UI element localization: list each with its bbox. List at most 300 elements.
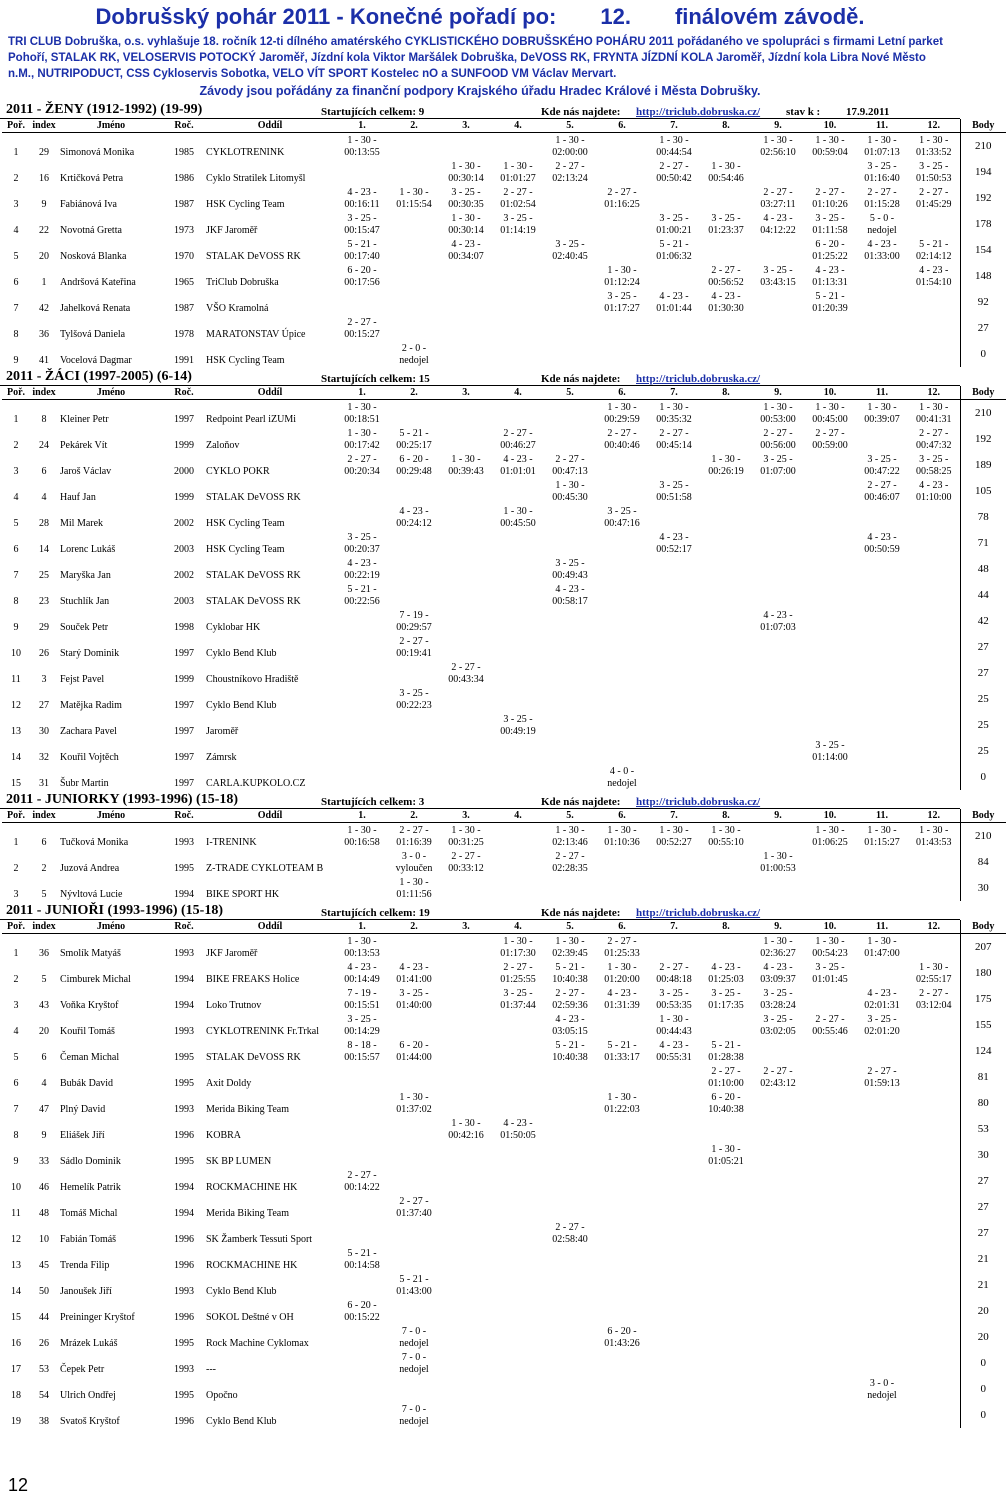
race-cell	[700, 1012, 752, 1038]
race-result: 1 - 30 -	[867, 135, 897, 146]
race-cell	[908, 608, 960, 634]
race-result: 01:20:39	[812, 303, 848, 314]
race-cell	[752, 452, 804, 478]
year-cell: 1997	[174, 648, 194, 659]
name-cell: Fabián Tomáš	[60, 1234, 117, 1245]
race-result: 4 - 23 -	[503, 1118, 533, 1129]
results-table	[2, 920, 1006, 1428]
race-result: 03:27:11	[760, 199, 796, 210]
race-cell	[648, 875, 700, 901]
race-cell	[596, 1350, 648, 1376]
race-result: 1 - 30 -	[607, 402, 637, 413]
race-result: 10:40:38	[552, 1052, 588, 1063]
race-cell	[700, 504, 752, 530]
race-cell	[700, 608, 752, 634]
race-cell	[388, 237, 440, 263]
race-result: 03:43:15	[760, 277, 796, 288]
race-result: 00:39:07	[864, 414, 900, 425]
race-result: 5 - 21 -	[607, 1040, 637, 1051]
race-result: 00:54:46	[708, 173, 744, 184]
race-result: 00:56:52	[708, 277, 744, 288]
race-cell	[700, 1402, 752, 1428]
race-result: 2 - 27 -	[555, 851, 585, 862]
race-cell	[388, 686, 440, 712]
race-cell	[648, 1168, 700, 1194]
race-cell	[752, 582, 804, 608]
column-header: Body	[960, 119, 1006, 133]
race-cell	[544, 1324, 596, 1350]
points-cell: 0	[960, 1350, 1006, 1376]
race-cell	[440, 1038, 492, 1064]
table-row	[2, 1324, 1006, 1350]
race-result: 00:30:35	[448, 199, 484, 210]
rank-cell: 8	[13, 596, 19, 607]
race-result: 01:37:40	[396, 1208, 432, 1219]
race-result: 2 - 27 -	[555, 988, 585, 999]
column-header: 8.	[700, 386, 752, 400]
column-header: 2.	[388, 920, 440, 934]
column-header: 3.	[440, 119, 492, 133]
race-cell	[856, 504, 908, 530]
race-cell	[544, 211, 596, 237]
race-result: 02:55:17	[915, 974, 952, 985]
race-cell	[492, 660, 544, 686]
race-cell	[596, 764, 648, 790]
race-cell	[752, 237, 804, 263]
race-cell	[492, 1194, 544, 1220]
club-cell: Merida Biking Team	[206, 1104, 289, 1115]
race-cell	[908, 556, 960, 582]
race-result: 03:28:24	[760, 1000, 796, 1011]
race-result: 00:49:43	[552, 570, 588, 581]
name-cell: Eliášek Jiří	[60, 1130, 105, 1141]
race-result: 1 - 30 -	[399, 187, 429, 198]
race-cell	[492, 875, 544, 901]
race-result: 00:45:00	[812, 414, 848, 425]
title-final: finálovém závodě.	[674, 4, 865, 29]
year-cell: 1994	[174, 1182, 194, 1193]
section-url-link[interactable]: http://triclub.dobruska.cz/	[636, 106, 761, 118]
name-cell: Zachara Pavel	[60, 726, 117, 737]
points-cell: 180	[960, 960, 1006, 986]
race-result: 00:15:57	[344, 1052, 380, 1063]
race-result: 01:11:56	[396, 889, 432, 900]
race-result: 00:47:22	[864, 466, 900, 477]
race-cell	[596, 1168, 648, 1194]
column-header: 6.	[596, 809, 648, 823]
race-cell	[908, 1064, 960, 1090]
points-cell: 27	[960, 1194, 1006, 1220]
race-result: 4 - 23 -	[763, 213, 793, 224]
table-row	[2, 960, 1006, 986]
race-cell	[544, 133, 596, 160]
race-cell	[596, 712, 648, 738]
race-cell	[492, 1168, 544, 1194]
race-result: 3 - 25 -	[659, 480, 689, 491]
race-result: 3 - 25 -	[815, 740, 845, 751]
race-cell	[440, 237, 492, 263]
race-cell	[908, 133, 960, 160]
race-cell	[856, 133, 908, 160]
race-cell	[388, 1272, 440, 1298]
column-header: 1.	[336, 920, 388, 934]
race-cell	[544, 1402, 596, 1428]
race-cell	[804, 556, 856, 582]
column-header: 9.	[752, 809, 804, 823]
race-result: 1 - 30 -	[711, 161, 741, 172]
race-result: 4 - 23 -	[711, 291, 741, 302]
section-url-link[interactable]: http://triclub.dobruska.cz/	[636, 796, 761, 808]
race-result: 1 - 30 -	[763, 936, 793, 947]
year-cell: 1993	[174, 1104, 194, 1115]
race-result: 00:14:49	[344, 974, 380, 985]
race-result: 00:52:27	[656, 837, 692, 848]
race-cell	[804, 263, 856, 289]
race-cell	[388, 341, 440, 367]
race-result: 5 - 21 -	[711, 1040, 741, 1051]
index-cell: 36	[39, 329, 49, 340]
section-url-link[interactable]: http://triclub.dobruska.cz/	[636, 907, 761, 919]
race-cell	[908, 504, 960, 530]
race-result: 3 - 25 -	[867, 1014, 897, 1025]
race-cell	[492, 426, 544, 452]
race-result: 2 - 27 -	[815, 187, 845, 198]
race-result: 4 - 23 -	[347, 558, 377, 569]
race-result: 1 - 30 -	[347, 936, 377, 947]
table-row	[2, 237, 1006, 263]
race-cell	[544, 1220, 596, 1246]
race-result: 02:58:40	[552, 1234, 588, 1245]
race-cell	[596, 504, 648, 530]
race-cell	[596, 986, 648, 1012]
race-result: 00:59:04	[812, 147, 848, 158]
race-cell	[648, 634, 700, 660]
race-result: 3 - 25 -	[555, 239, 585, 250]
race-cell	[856, 1272, 908, 1298]
race-result: 6 - 20 -	[815, 239, 845, 250]
race-cell	[804, 426, 856, 452]
table-row	[2, 1194, 1006, 1220]
race-cell	[492, 556, 544, 582]
index-cell: 28	[39, 518, 49, 529]
club-cell: Cyklo Bend Klub	[206, 1286, 277, 1297]
race-cell	[388, 660, 440, 686]
race-cell	[388, 426, 440, 452]
race-result: 02:39:45	[552, 948, 588, 959]
race-result: 02:59:36	[552, 1000, 588, 1011]
club-cell: STALAK DeVOSS RK	[206, 570, 301, 581]
race-cell	[544, 764, 596, 790]
name-cell: Matějka Radim	[60, 700, 122, 711]
race-cell	[752, 133, 804, 160]
year-cell: 1999	[174, 492, 194, 503]
race-cell	[856, 341, 908, 367]
race-cell	[544, 1064, 596, 1090]
race-cell	[440, 530, 492, 556]
race-result: 2 - 27 -	[867, 187, 897, 198]
race-cell	[856, 1116, 908, 1142]
race-cell	[856, 185, 908, 211]
race-result: 01:01:27	[500, 173, 536, 184]
race-cell	[492, 289, 544, 315]
race-cell	[700, 582, 752, 608]
index-cell: 3	[41, 674, 47, 685]
rank-cell: 7	[13, 303, 19, 314]
race-result: 5 - 21 -	[555, 1040, 585, 1051]
race-cell	[648, 1350, 700, 1376]
points-cell: 44	[960, 582, 1006, 608]
club-cell: HSK Cycling Team	[206, 518, 285, 529]
race-cell	[752, 849, 804, 875]
race-cell	[856, 1194, 908, 1220]
race-result: 3 - 25 -	[867, 454, 897, 465]
race-result: nedojel	[867, 1390, 897, 1401]
table-row	[2, 1090, 1006, 1116]
race-result: 01:25:55	[500, 974, 536, 985]
race-result: 10:40:38	[552, 974, 588, 985]
race-cell	[336, 1038, 388, 1064]
rank-cell: 8	[13, 1130, 19, 1141]
race-cell	[648, 1272, 700, 1298]
points-cell: 78	[960, 504, 1006, 530]
race-result: 00:22:56	[344, 596, 380, 607]
club-cell: Zámrsk	[206, 752, 237, 763]
race-cell	[544, 1142, 596, 1168]
race-cell	[648, 530, 700, 556]
race-cell	[648, 712, 700, 738]
year-cell: 1996	[174, 1416, 194, 1427]
table-row	[2, 1298, 1006, 1324]
table-row	[2, 1350, 1006, 1376]
race-cell	[596, 1090, 648, 1116]
race-result: 00:49:19	[500, 726, 536, 737]
race-cell	[388, 582, 440, 608]
race-result: 2 - 27 -	[659, 161, 689, 172]
race-result: 00:58:25	[915, 466, 952, 477]
table-row	[2, 1116, 1006, 1142]
race-cell	[752, 1324, 804, 1350]
race-cell	[804, 1402, 856, 1428]
race-result: 00:31:25	[448, 837, 484, 848]
race-result: 1 - 30 -	[815, 825, 845, 836]
race-result: 01:25:22	[812, 251, 848, 262]
race-cell	[804, 608, 856, 634]
race-cell	[648, 1116, 700, 1142]
race-cell	[492, 738, 544, 764]
race-result: 01:15:27	[864, 837, 900, 848]
race-cell	[596, 341, 648, 367]
race-cell	[856, 556, 908, 582]
race-cell	[648, 1246, 700, 1272]
race-result: 1 - 30 -	[451, 454, 481, 465]
race-result: nedojel	[399, 1364, 429, 1375]
race-cell	[648, 660, 700, 686]
name-cell: Nývltová Lucie	[60, 889, 123, 900]
race-cell	[544, 582, 596, 608]
race-result: 2 - 27 -	[347, 454, 377, 465]
race-cell	[440, 634, 492, 660]
race-cell	[440, 1298, 492, 1324]
race-result: 2 - 27 -	[607, 936, 637, 947]
race-cell	[700, 1350, 752, 1376]
club-cell: Loko Trutnov	[206, 1000, 262, 1011]
club-cell: Cyklo Bend Klub	[206, 648, 277, 659]
race-result: 1 - 30 -	[659, 825, 689, 836]
race-cell	[440, 1194, 492, 1220]
race-result: 01:07:00	[760, 466, 796, 477]
race-cell	[544, 1246, 596, 1272]
club-cell: JKF Jaroměř	[206, 225, 258, 236]
club-cell: STALAK DeVOSS RK	[206, 492, 301, 503]
race-cell	[700, 764, 752, 790]
race-cell	[908, 634, 960, 660]
race-cell	[388, 289, 440, 315]
race-cell	[700, 237, 752, 263]
year-cell: 1993	[174, 1364, 194, 1375]
race-result: 3 - 25 -	[763, 265, 793, 276]
race-cell	[856, 1090, 908, 1116]
race-result: 03:05:15	[552, 1026, 588, 1037]
race-result: 02:40:45	[552, 251, 588, 262]
race-cell	[752, 400, 804, 427]
table-row	[2, 159, 1006, 185]
club-cell: STALAK DeVOSS RK	[206, 251, 301, 262]
column-header: 9.	[752, 920, 804, 934]
race-cell	[492, 1402, 544, 1428]
race-cell	[336, 1064, 388, 1090]
race-result: 1 - 30 -	[815, 936, 845, 947]
race-result: 2 - 27 -	[451, 851, 481, 862]
year-cell: 1999	[174, 440, 194, 451]
rank-cell: 3	[13, 199, 19, 210]
points-cell: 27	[960, 660, 1006, 686]
race-cell	[492, 1038, 544, 1064]
race-result: 4 - 23 -	[659, 1040, 689, 1051]
race-result: 02:00:00	[552, 147, 588, 158]
race-result: 00:47:32	[915, 440, 952, 451]
section-url-link[interactable]: http://triclub.dobruska.cz/	[636, 373, 761, 385]
race-cell	[388, 823, 440, 850]
race-result: 2 - 27 -	[919, 428, 949, 439]
race-cell	[596, 1038, 648, 1064]
race-cell	[752, 764, 804, 790]
race-cell	[856, 159, 908, 185]
points-cell: 155	[960, 1012, 1006, 1038]
race-cell	[856, 1168, 908, 1194]
race-cell	[700, 823, 752, 850]
rank-cell: 10	[11, 1182, 21, 1193]
race-cell	[388, 875, 440, 901]
column-header: 2.	[388, 809, 440, 823]
rank-cell: 5	[13, 251, 19, 262]
race-cell	[388, 452, 440, 478]
race-cell	[700, 660, 752, 686]
club-cell: CYKLOTRENINK Fr.Trkal	[206, 1026, 319, 1037]
points-cell: 0	[960, 764, 1006, 790]
race-result: 00:39:43	[448, 466, 484, 477]
race-cell	[596, 478, 648, 504]
race-cell	[804, 960, 856, 986]
race-result: 2 - 27 -	[711, 1066, 741, 1077]
rank-cell: 13	[11, 1260, 21, 1271]
race-cell	[336, 1090, 388, 1116]
race-cell	[856, 263, 908, 289]
race-result: 7 - 19 -	[347, 988, 377, 999]
race-cell	[804, 1324, 856, 1350]
race-result: 00:58:17	[552, 596, 588, 607]
club-cell: Rock Machine Cyklomax	[206, 1338, 309, 1349]
race-cell	[336, 660, 388, 686]
race-cell	[804, 1376, 856, 1402]
race-result: 00:51:58	[656, 492, 692, 503]
race-cell	[544, 823, 596, 850]
section-count: Startujících celkem: 19	[321, 907, 430, 919]
race-result: 1 - 30 -	[867, 936, 897, 947]
race-cell	[596, 1324, 648, 1350]
race-cell	[336, 530, 388, 556]
race-result: 1 - 30 -	[607, 825, 637, 836]
race-cell	[908, 1350, 960, 1376]
index-cell: 47	[39, 1104, 49, 1115]
race-cell	[492, 849, 544, 875]
points-cell: 48	[960, 556, 1006, 582]
race-cell	[440, 764, 492, 790]
section-kde-label: Kde nás najdete:	[541, 796, 621, 808]
race-result: 00:24:12	[396, 518, 432, 529]
race-result: nedojel	[867, 225, 897, 236]
index-cell: 26	[39, 1338, 49, 1349]
name-cell: Preininger Kryštof	[60, 1312, 135, 1323]
race-cell	[596, 315, 648, 341]
name-cell: Kleiner Petr	[60, 414, 109, 425]
year-cell: 1965	[174, 277, 194, 288]
race-result: 4 - 23 -	[867, 532, 897, 543]
column-header: 9.	[752, 386, 804, 400]
table-row	[2, 426, 1006, 452]
race-cell	[700, 1064, 752, 1090]
race-cell	[908, 1194, 960, 1220]
race-cell	[492, 504, 544, 530]
table-row	[2, 986, 1006, 1012]
results-table	[2, 386, 1006, 790]
race-result: 01:14:00	[812, 752, 848, 763]
year-cell: 1987	[174, 199, 194, 210]
race-result: 3 - 0 -	[401, 851, 427, 862]
race-cell	[700, 960, 752, 986]
race-cell	[388, 1038, 440, 1064]
table-row	[2, 712, 1006, 738]
year-cell: 1986	[174, 173, 194, 184]
race-cell	[856, 764, 908, 790]
column-header: Body	[960, 809, 1006, 823]
section-title: 2011 - JUNIOŘI (1993-1996) (15-18)	[6, 903, 223, 918]
race-result: 1 - 30 -	[815, 135, 845, 146]
race-cell	[440, 1012, 492, 1038]
club-cell: Cyklo Bend Klub	[206, 700, 277, 711]
race-result: 01:40:00	[396, 1000, 432, 1011]
race-result: 2 - 27 -	[659, 962, 689, 973]
race-result: 6 - 20 -	[711, 1092, 741, 1103]
race-result: 2 - 27 -	[503, 428, 533, 439]
subtitle: TRI CLUB Dobruška, o.s. vyhlašuje 18. ročník 12-ti dílného amatérského CYKLISTICKÉHO DOBRUŠSKÉHO POHÁRU 2011 pořádaného ve spolupráci s firmami Letní parket Pohoří, STALAK RK, VELOSERVIS POTOCKÝ Jaroměř, Jízdní kola Viktor Maršálek Dobruška, DeVOSS RK, FRYNTA JÍZDNÍ KOLA Jaroměř, Jízdní kola Libra Nové Město n.M., NUTRIPODUCT, CSS Cykloservis Sobotka, VELO VÍT SPORT Kostelec nO a SUNFOOD VM Václav Mervart.	[8, 36, 943, 80]
race-cell	[908, 211, 960, 237]
race-cell	[388, 185, 440, 211]
race-result: 02:13:24	[552, 173, 588, 184]
section-count: Startujících celkem: 15	[321, 373, 430, 385]
race-cell	[388, 211, 440, 237]
race-cell	[700, 1298, 752, 1324]
race-cell	[440, 1220, 492, 1246]
